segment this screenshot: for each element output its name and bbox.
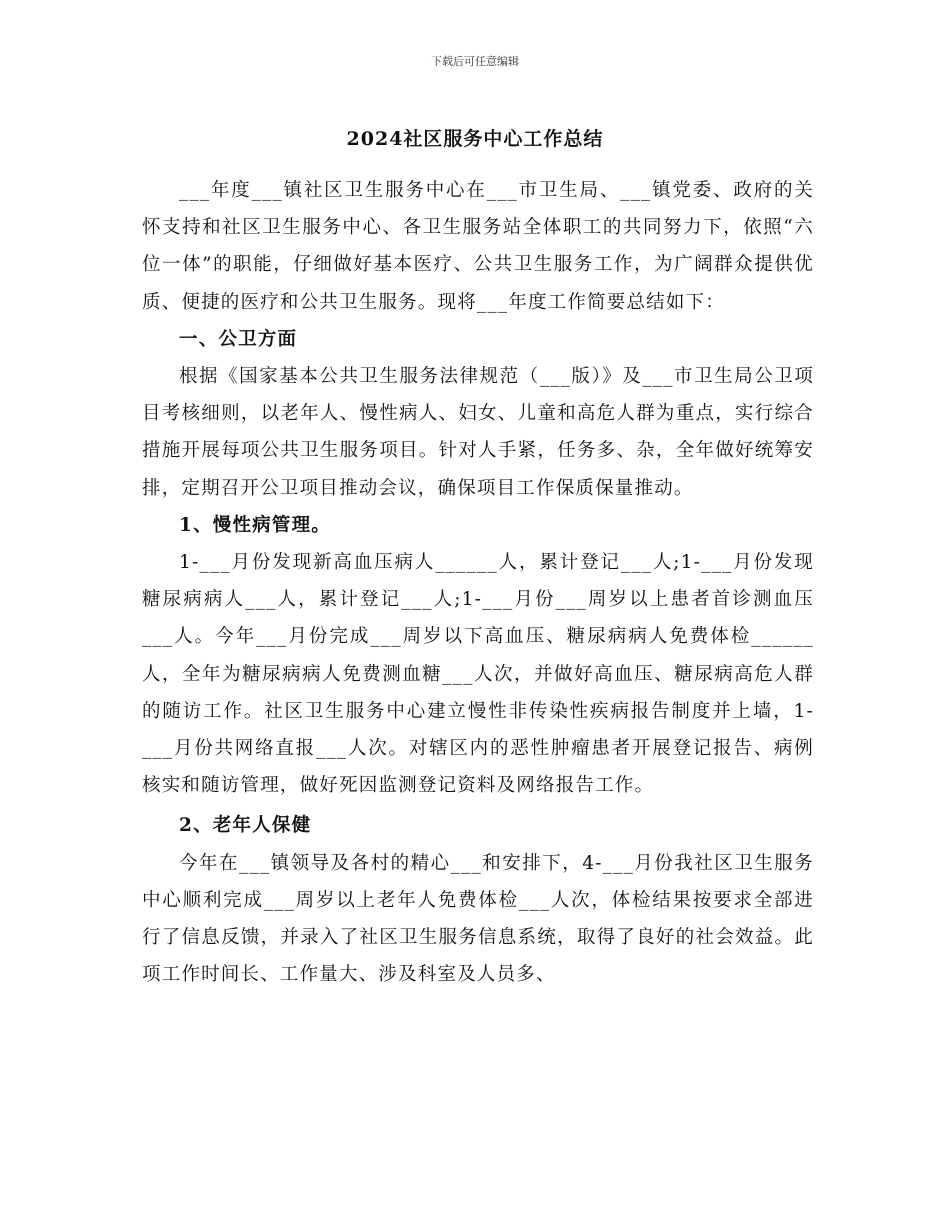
section-heading-public-health: 一、公卫方面 (179, 328, 298, 350)
section-heading-elderly-care: 2、老年人保健 (179, 815, 312, 837)
intro-paragraph: ___年度___镇社区卫生服务中心在___市卫生局、___镇党委、政府的关怀支持和社区卫生服务中心、各卫生服务站全体职工的共同努力下，依照“六位一体”的职能，仔细做好基本医疗、公共卫生服务工作，为广阔群众提供优质、便捷的医疗和公共卫生服务。现将___年度工作简要总结如下： (142, 180, 814, 313)
document-body (142, 172, 814, 993)
section-heading-chronic-disease: 1、慢性病管理。 (179, 514, 331, 536)
header-note: 下载后可任意编辑 (431, 55, 519, 68)
section-paragraph-chronic-disease: 1-___月份发现新高血压病人______人，累计登记___人;1-___月份发现糖尿病病人___人，累计登记___人;1-___月份___周岁以上患者首诊测血压___人。今年___月份完成___周岁以下高血压、糖尿病病人免费体检______人，全年为糖尿病病人免费测血糖___人次，并做好高血压、糖尿病高危人群的随访工作。社区卫生服务中心建立慢性非传染性疾病报告制度并上墙，1-___月份共网络直报___人次。对辖区内的恶性肿瘤患者开展登记报告、病例核实和随访管理，做好死因监测登记资料及网络报告工作。 (142, 552, 814, 797)
section-paragraph-elderly-care: 今年在___镇领导及各村的精心___和安排下，4-___月份我社区卫生服务中心顺利完成___周岁以上老年人免费体检___人次，体检结果按要求全部进行了信息反馈，并录入了社区卫生服务信息系统，取得了良好的社会效益。此项工作时间长、工作量大、涉及科室及人员多、 (142, 852, 814, 986)
section-paragraph-public-health: 根据《国家基本公共卫生服务法律规范（___版）》及___市卫生局公卫项目考核细则，以老年人、慢性病人、妇女、儿童和高危人群为重点，实行综合措施开展每项公共卫生服务项目。针对人手紧，任务多、杂，全年做好统筹安排，定期召开公卫项目推动会议，确保项目工作保质保量推动。 (142, 366, 814, 499)
document-title: 2024社区服务中心工作总结 (346, 128, 604, 150)
